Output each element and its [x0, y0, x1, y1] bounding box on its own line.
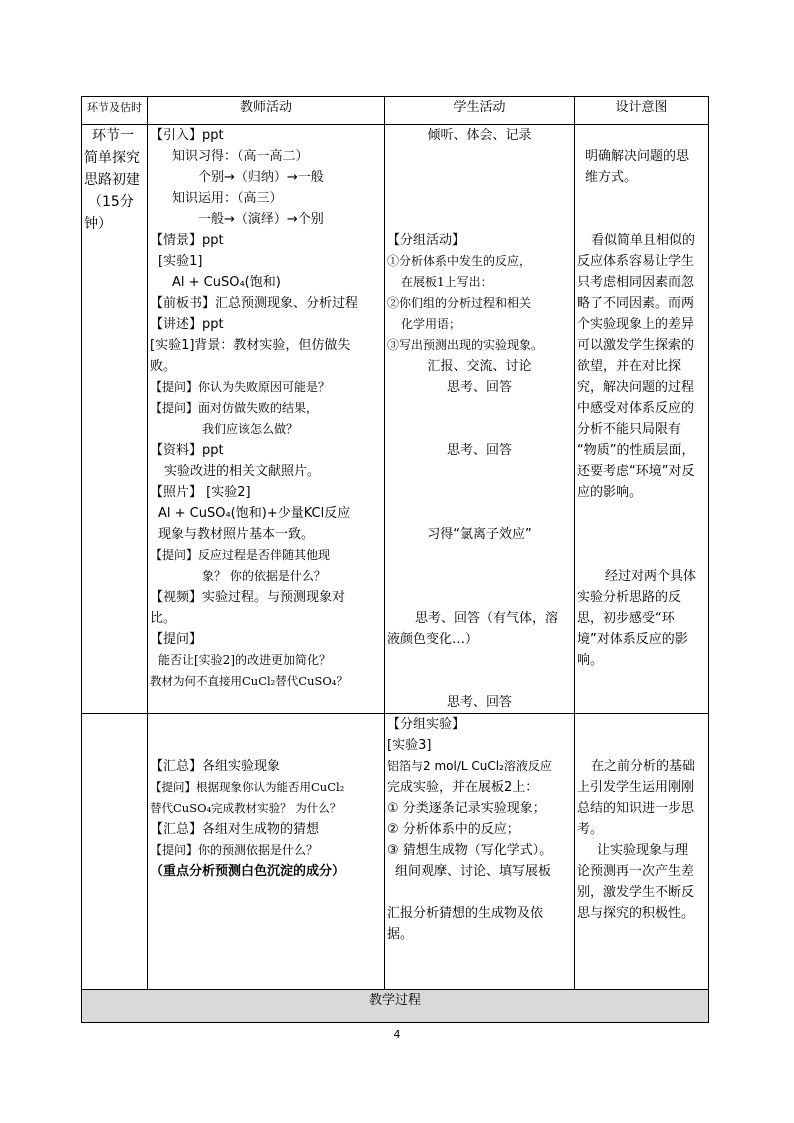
student-line: 思考、回答 [446, 380, 512, 395]
design-line: 应的影响。 [577, 485, 643, 500]
design-line: 维方式。 [585, 170, 638, 185]
teacher-line: 实验改进的相关文献照片。 [164, 464, 321, 479]
header-row [82, 97, 709, 125]
stage-label-line: （15分 [88, 194, 134, 210]
student-line: 化学用语； [401, 317, 462, 331]
student-line: 【分组实验】 [387, 717, 466, 732]
design-line: 实验分析思路的反 [577, 590, 682, 605]
teacher-line: Al + CuSO₄(饱和) [172, 275, 281, 290]
design-intent-cell-2 [575, 714, 709, 990]
teacher-line: 知识运用：（高三） [172, 191, 283, 206]
design-line: 上引发学生运用刚刚 [577, 780, 695, 795]
teaching-process-footer: 教学过程 [82, 990, 709, 1023]
design-line: 看似简单且相似的 [591, 233, 696, 248]
teacher-line: 【照片】 [实验2] [150, 485, 251, 500]
teacher-line: 比。 [150, 611, 177, 626]
student-line: 汇报分析猜想的生成物及依 [387, 906, 544, 921]
student-line: ①分析体系中发生的反应， [387, 254, 532, 268]
student-line: 在展板1上写出： [401, 275, 493, 289]
design-line: 考。 [577, 822, 604, 837]
design-line: 还要考虑“环境”对反 [577, 464, 695, 479]
student-line: ② 分析体系中的反应； [387, 822, 520, 837]
design-line: 在之前分析的基础 [591, 759, 696, 774]
header-student: 学生活动 [385, 97, 575, 125]
teacher-line: 【提问】你的预测依据是什么？ [150, 843, 319, 857]
student-activity-cell [385, 125, 575, 714]
student-line: ②你们组的分析过程和相关 [387, 296, 532, 310]
teacher-line: 【视频】实验过程。与预测现象对 [150, 590, 346, 605]
design-line: “物质”的性质层面， [577, 443, 695, 458]
design-line: 个实验现象上的差异 [577, 317, 695, 332]
page-number: 4 [393, 1028, 401, 1041]
design-line: 境”对体系反应的影 [577, 632, 688, 647]
teacher-line: [实验1] [158, 254, 203, 269]
section-two-row [82, 714, 709, 990]
teacher-line: 【讲述】ppt [150, 317, 224, 332]
design-line: 论预测再一次产生差 [577, 864, 695, 879]
teacher-line: 【情景】ppt [150, 233, 224, 248]
teacher-line: 现象与教材照片基本一致。 [158, 527, 315, 542]
header-stage: 环节及估时 [82, 97, 148, 125]
design-line: 经过对两个具体 [605, 569, 697, 584]
design-line: 中感受对体系反应的 [577, 401, 695, 416]
teacher-line: （重点分析预测白色沉淀的成分） [150, 864, 346, 879]
design-line: 思，初步感受“环 [577, 611, 675, 626]
student-line: 据。 [387, 927, 414, 942]
design-line: 只考虑相同因素而忽 [577, 275, 695, 290]
design-line: 反应体系容易让学生 [577, 254, 695, 269]
teacher-line: 【提问】面对仿做失败的结果， [150, 401, 319, 415]
stage-empty-cell [82, 714, 148, 990]
teacher-line: 能否让[实验2]的改进更加简化？ [158, 653, 331, 667]
design-line: 欲望，并在对比探 [577, 359, 682, 374]
lesson-plan-table [81, 96, 709, 1023]
teacher-line: 【提问】根据现象你认为能否用CuCl₂ [150, 780, 345, 794]
stage-label-line: 简单探究 [84, 150, 140, 166]
design-line: 究，解决问题的过程 [577, 380, 695, 395]
teacher-line: 【提问】你认为失败原因可能是？ [150, 380, 331, 394]
design-line: 别，激发学生不断反 [577, 885, 695, 900]
teacher-line: Al + CuSO₄(饱和)+少量KCl反应 [158, 506, 351, 521]
teacher-line: 替代CuSO₄完成教材实验？ 为什么？ [150, 801, 342, 815]
teacher-line: 【提问】 [150, 632, 203, 647]
teacher-line: 我们应该怎么做？ [202, 422, 299, 436]
teacher-line: 【汇总】各组对生成物的猜想 [150, 822, 320, 837]
student-line: 倾听、体会、记录 [427, 128, 532, 143]
design-line: 响。 [577, 653, 604, 668]
design-intent-cell [575, 125, 709, 714]
teacher-line: 知识习得：（高一高二） [172, 149, 309, 164]
header-teacher: 教师活动 [148, 97, 385, 125]
teacher-line: 【前板书】汇总预测现象、分析过程 [150, 296, 359, 311]
student-line: 思考、回答（有气体，溶 [415, 611, 559, 626]
student-line: 组间观摩、讨论、填写展板 [395, 864, 552, 879]
teacher-activity-cell [148, 125, 385, 714]
student-line: 完成实验，并在展板2上： [387, 780, 539, 795]
teacher-line: 教材为何不直接用CuCl₂替代CuSO₄？ [150, 674, 348, 688]
design-line: 明确解决问题的思 [585, 149, 690, 164]
student-line: [实验3] [387, 738, 432, 753]
header-design: 设计意图 [575, 97, 709, 125]
student-line: 液颜色变化…） [387, 632, 479, 647]
student-line: ① 分类逐条记录实验现象； [387, 801, 546, 816]
teacher-line: 败。 [150, 359, 177, 374]
stage-label-cell [82, 125, 148, 714]
student-line: 铝箔与2 mol/L CuCl₂溶液反应 [387, 759, 552, 773]
student-line: 【分组活动】 [387, 233, 466, 248]
design-line: 让实验现象与理 [597, 843, 689, 858]
stage-label-line: 环节一 [92, 128, 134, 144]
student-line: 思考、回答 [446, 695, 512, 710]
footer-row [82, 990, 709, 1023]
teacher-line: 【提问】反应过程是否伴随其他现 [150, 548, 331, 562]
design-line: 略了不同因素。而两 [577, 296, 695, 311]
teacher-line: 【资料】ppt [150, 443, 224, 458]
student-activity-cell-2 [385, 714, 575, 990]
teacher-line: 【汇总】各组实验现象 [150, 759, 281, 774]
teacher-line: 一般→（演绎）→个别 [198, 212, 324, 227]
design-line: 思与探究的积极性。 [577, 906, 695, 921]
student-line: 思考、回答 [446, 443, 512, 458]
student-line: 习得“氯离子效应” [427, 527, 532, 542]
student-line: ③ 猜想生成物（写化学式）。 [387, 843, 553, 858]
teacher-line: 象？ 你的依据是什么？ [202, 569, 326, 583]
teacher-activity-cell-2 [148, 714, 385, 990]
student-line: 汇报、交流、讨论 [427, 359, 532, 374]
student-line: ③写出预测出现的实验现象。 [387, 338, 544, 352]
design-line: 总结的知识进一步思 [577, 801, 695, 816]
design-line: 分析不能只局限有 [577, 422, 682, 437]
design-line: 可以激发学生探索的 [577, 338, 695, 353]
section-one-row [82, 125, 709, 714]
stage-label-line: 钟） [84, 216, 112, 232]
teacher-line: [实验1]背景：教材实验，但仿做失 [150, 338, 351, 353]
teacher-line: 个别→（归纳）→一般 [198, 170, 324, 185]
stage-label-line: 思路初建 [84, 172, 140, 188]
teacher-line: 【引入】ppt [150, 128, 224, 143]
